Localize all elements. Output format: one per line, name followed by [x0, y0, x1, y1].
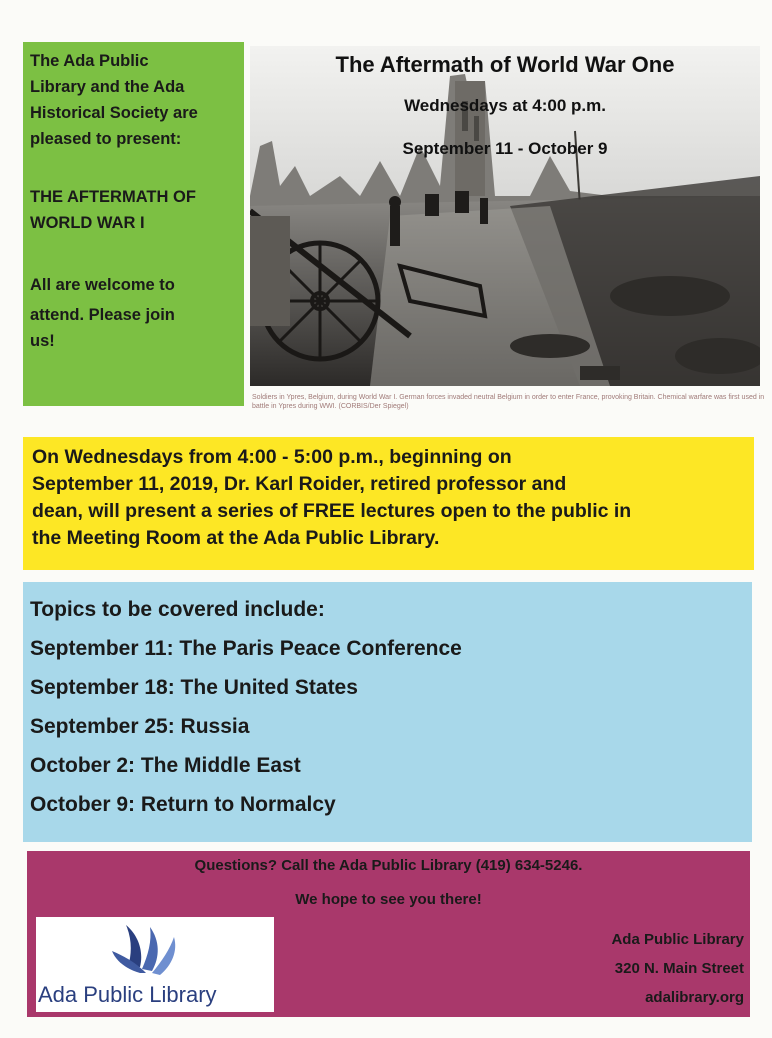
- intro-title-line: THE AFTERMATH OF: [30, 188, 196, 206]
- lecture-line: On Wednesdays from 4:00 - 5:00 p.m., beginning on: [32, 446, 512, 468]
- photo-title: The Aftermath of World War One: [335, 52, 675, 77]
- welcome-line: attend. Please join: [30, 306, 175, 324]
- intro-line: pleased to present:: [30, 130, 182, 148]
- topics-box: [23, 582, 752, 842]
- intro-line: Historical Society are: [30, 104, 198, 122]
- address-line: 320 N. Main Street: [614, 960, 744, 977]
- hope-text: We hope to see you there!: [295, 891, 482, 908]
- book-pages-icon: [36, 917, 274, 979]
- welcome-line: us!: [30, 332, 55, 350]
- address-block: [611, 925, 744, 1012]
- lecture-box: [23, 437, 754, 570]
- intro-line: Library and the Ada: [30, 78, 185, 96]
- topics-heading: Topics to be covered include:: [30, 598, 325, 621]
- photo-schedule: Wednesdays at 4:00 p.m.: [404, 96, 606, 115]
- topic-item: September 25: Russia: [30, 715, 250, 738]
- welcome-line: All are welcome to: [30, 276, 175, 294]
- topic-item: September 18: The United States: [30, 676, 358, 699]
- logo-text: Ada Public Library: [38, 982, 217, 1007]
- intro-line: The Ada Public: [30, 52, 149, 70]
- contact-box: [27, 851, 750, 1017]
- photo-dates: September 11 - October 9: [402, 139, 608, 158]
- intro-box: [23, 42, 244, 406]
- war-photo: [250, 46, 760, 386]
- photo-caption: Soldiers in Ypres, Belgium, during World War I. German forces invaded neutral Belgium in order to enter France, provoking Britain. Chemical warfare was first used in battle in Ypres during WWI. (CORBIS/Der Spiegel): [252, 394, 765, 410]
- questions-text: Questions? Call the Ada Public Library (419) 634-5246.: [194, 857, 583, 874]
- topic-item: October 2: The Middle East: [30, 754, 301, 777]
- topic-item: October 9: Return to Normalcy: [30, 793, 336, 816]
- topic-item: September 11: The Paris Peace Conference: [30, 637, 462, 660]
- lecture-line: September 11, 2019, Dr. Karl Roider, retired professor and: [32, 473, 567, 495]
- lecture-line: the Meeting Room at the Ada Public Library.: [32, 527, 440, 549]
- library-logo: [36, 917, 274, 1012]
- website-link[interactable]: adalibrary.org: [645, 989, 744, 1006]
- lecture-line: dean, will present a series of FREE lectures open to the public in: [32, 500, 632, 522]
- address-line: Ada Public Library: [611, 931, 744, 948]
- intro-title-line: WORLD WAR I: [30, 214, 145, 232]
